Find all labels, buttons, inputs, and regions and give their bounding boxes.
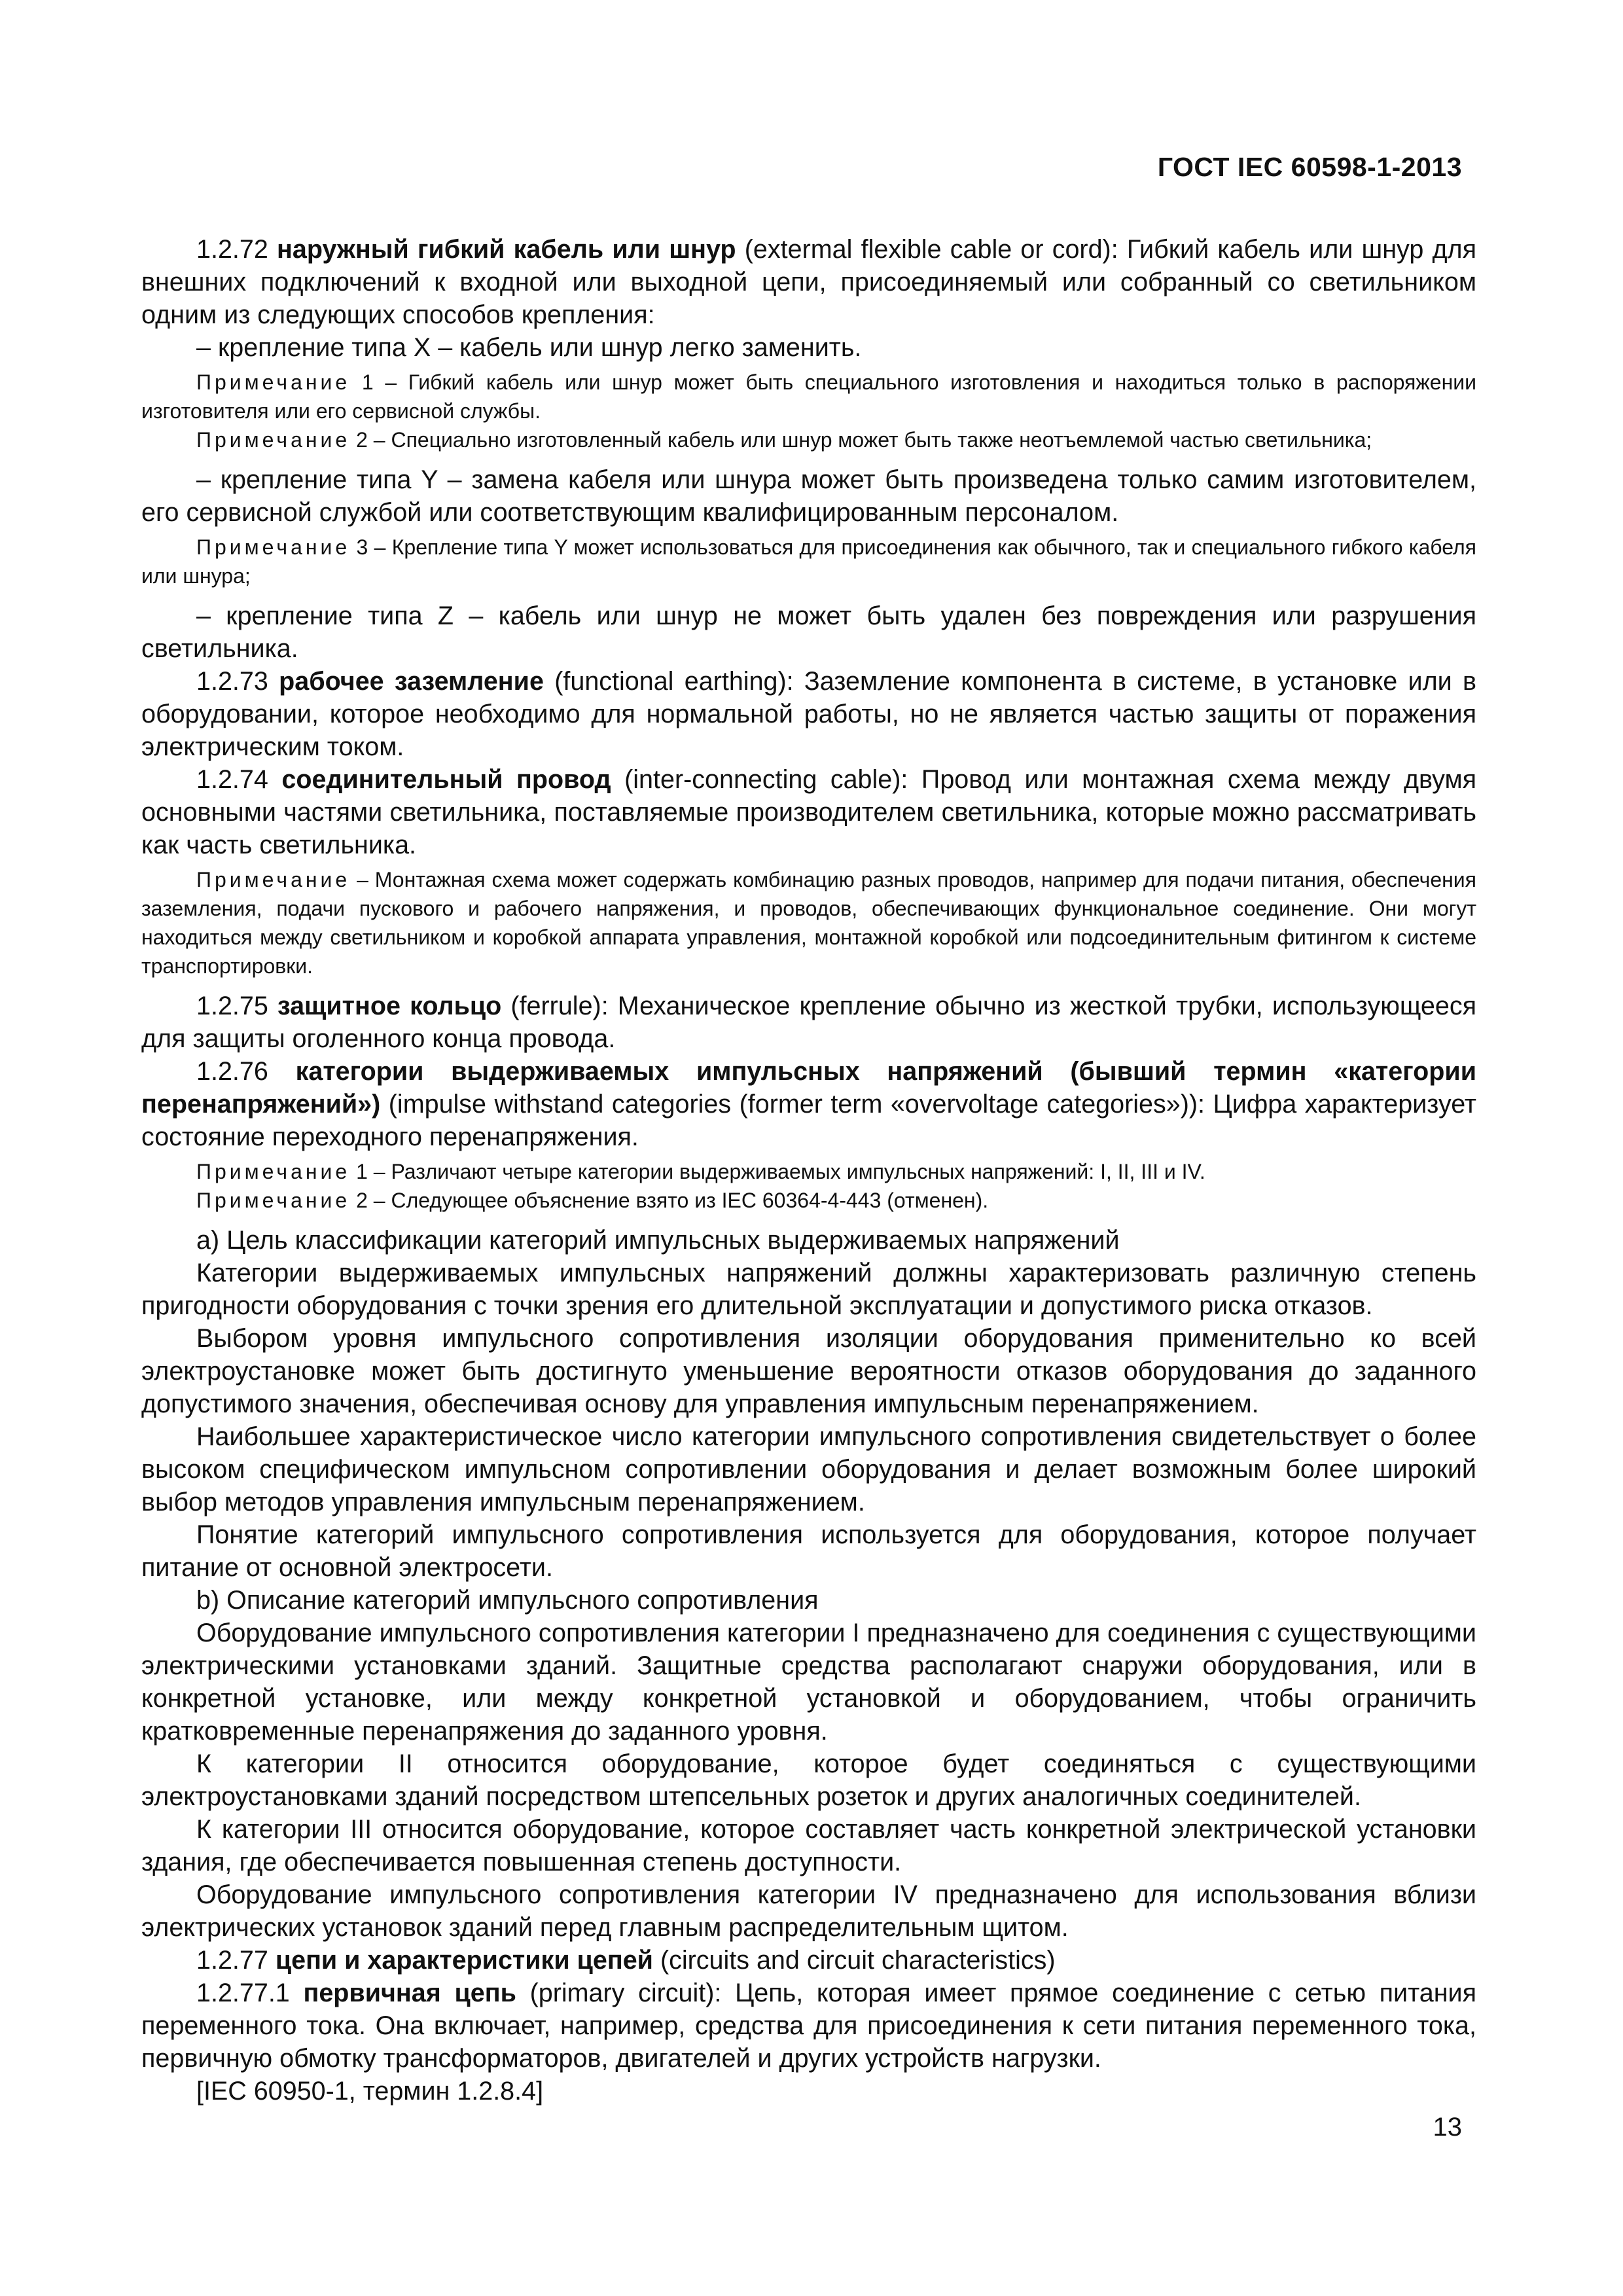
note-text: 2 – Следующее объяснение взято из IEC 60364-4-443 (отменен). [356,1189,989,1212]
clause-1-2-76 [141,1055,1476,1153]
clause-term: наружный гибкий кабель или шнур [277,235,736,264]
note-5 [141,1157,1476,1186]
page-number: 13 [1433,2113,1462,2142]
paragraph: К категории II относится оборудование, которое будет соединяться с существующими электроустановками зданий посредством штепсельных розеток и других аналогичных соединителей. [141,1749,1476,1811]
paragraph: Понятие категорий импульсного сопротивления используется для оборудования, которое получает питание от основной электросети. [141,1520,1476,1582]
fixing-type-x: – крепление типа X – кабель или шнур легко заменить. [196,333,862,362]
note-label: Примечание [196,868,351,891]
clause-number: 1.2.77 [196,1946,268,1975]
clause-term: цепи и характеристики цепей [275,1946,653,1975]
clause-term: соединительный провод [281,765,611,794]
note-text: 1 – Различают четыре категории выдерживаемых импульсных напряжений: I, II, III и IV. [356,1160,1205,1183]
note-label: Примечание [196,1160,351,1183]
clause-text: (functional earthing): Заземление компонента в системе, в установке или в оборудовании, которое необходимо для нормальной работы, но не является частью защиты от поражения электрическим током. [141,667,1476,761]
paragraph: Выбором уровня импульсного сопротивления изоляции оборудования применительно ко всей электроустановке может быть достигнуто уменьшение вероятности отказов оборудования до заданного допустимого значения, обеспечивая основу для управления импульсным перенапряжением. [141,1324,1476,1418]
clause-text: (circuits and circuit characteristics) [660,1946,1056,1975]
fixing-type-y: – крепление типа Y – замена кабеля или шнура может быть произведена только самим изготовителем, его сервисной службой или соответствующим квалифицированным персоналом. [141,465,1476,527]
paragraph: Оборудование импульсного сопротивления категории IV предназначено для использования вблизи электрических установок зданий перед главным распределительным щитом. [141,1880,1476,1942]
note-text: 2 – Специально изготовленный кабель или шнур может быть также неотъемлемой частью светильника; [356,428,1372,452]
fixing-type-z: – крепление типа Z – кабель или шнур не может быть удален без повреждения или разрушения светильника. [141,601,1476,663]
note-label: Примечание [196,370,351,394]
clause-term: категории выдерживаемых импульсных напряжений (бывший термин «категории перенапряжений») [141,1057,1476,1119]
note-label: Примечание [196,428,351,452]
note-label: Примечание [196,1189,351,1212]
paragraph: Наибольшее характеристическое число категории импульсного сопротивления свидетельствует о более высоком специфическом импульсном сопротивлении оборудования и делает возможным более широкий выбор методов управления импульсным перенапряжением. [141,1422,1476,1516]
clause-text: (extermal flexible cable or cord): Гибкий кабель или шнур для внешних подключений к входной или выходной цепи, присоединяемый или собранный со светильником одним из следующих способов крепления: [141,235,1476,329]
subsection-a-heading: a) Цель классификации категорий импульсных выдерживаемых напряжений [196,1226,1120,1255]
note-1 [141,368,1476,425]
note-6 [141,1186,1476,1215]
clause-term: рабочее заземление [279,667,544,696]
clause-term: первичная цепь [303,1979,516,2007]
clause-term: защитное кольцо [277,992,502,1020]
note-text: – Монтажная схема может содержать комбинацию разных проводов, например для подачи питания, обеспечения заземления, подачи пускового и рабочего напряжения, и проводов, обеспечивающих функциональное соединение. Они могут находиться между светильником и коробкой аппарата управления, монтажной коробкой или подсоединительным фитингом к системе транспортировки. [141,868,1477,978]
clause-number: 1.2.75 [196,992,268,1020]
document-body [141,233,1476,2108]
clause-text: (primary circuit): Цепь, которая имеет прямое соединение с сетью питания переменного тока. Она включает, например, средства для присоединения к сети питания переменного тока, первичную обмотку трансформаторов, двигателей и других устройств нагрузки. [141,1979,1476,2073]
clause-text: (ferrule): Механическое крепление обычно из жесткой трубки, использующееся для защиты оголенного конца провода. [141,992,1476,1053]
paragraph: К категории III относится оборудование, которое составляет часть конкретной электрической установки здания, где обеспечивается повышенная степень доступности. [141,1815,1476,1876]
reference: [IEC 60950-1, термин 1.2.8.4] [196,2077,544,2106]
clause-text: (inter-connecting cable): Провод или монтажная схема между двумя основными частями светильника, поставляемые производителем светильника, которые можно рассматривать как часть светильника. [141,765,1476,859]
clause-1-2-74 [141,763,1476,861]
clause-1-2-77 [141,1944,1476,1977]
clause-number: 1.2.72 [196,235,268,264]
clause-number: 1.2.76 [196,1057,268,1086]
paragraph: Оборудование импульсного сопротивления категории I предназначено для соединения с существующими электрическими установками зданий. Защитные средства располагают снаружи оборудования, или в конкретной установке, или между конкретной установкой и оборудованием, чтобы ограничить кратковременные перенапряжения до заданного уровня. [141,1619,1476,1746]
note-text: 3 – Крепление типа Y может использоваться для присоединения как обычного, так и специального гибкого кабеля или шнура; [141,535,1477,588]
clause-1-2-72 [141,233,1476,331]
clause-1-2-73 [141,665,1476,763]
document-header: ГОСТ IEC 60598-1-2013 [1157,152,1462,182]
paragraph: Категории выдерживаемых импульсных напряжений должны характеризовать различную степень пригодности оборудования с точки зрения его длительной эксплуатации и допустимого риска отказов. [141,1259,1476,1320]
note-text: 1 – Гибкий кабель или шнур может быть специального изготовления и находиться только в распоряжении изготовителя или его сервисной службы. [141,370,1477,423]
subsection-b-heading: b) Описание категорий импульсного сопротивления [196,1586,819,1615]
clause-1-2-75 [141,990,1476,1055]
note-label: Примечание [196,535,351,559]
clause-text: (impulse withstand categories (former term «overvoltage categories»)): Цифра характеризует состояние переходного перенапряжения. [141,1090,1476,1151]
clause-number: 1.2.77.1 [196,1979,290,2007]
clause-1-2-77-1 [141,1977,1476,2075]
clause-number: 1.2.74 [196,765,268,794]
note-4 [141,865,1476,980]
note-3 [141,533,1476,590]
clause-number: 1.2.73 [196,667,268,696]
note-2 [141,425,1476,454]
